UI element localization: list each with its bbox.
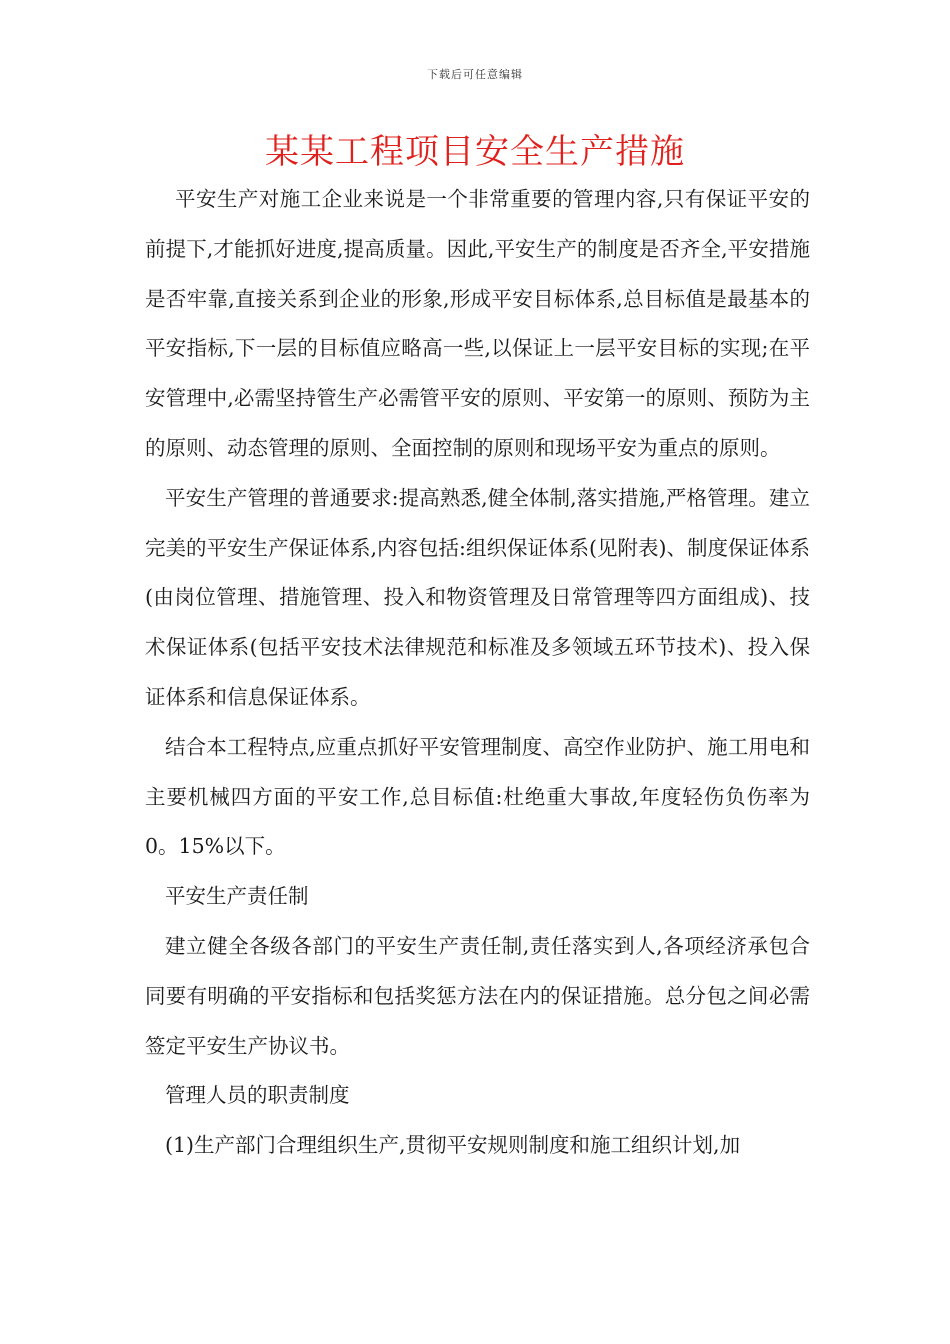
paragraph-general-requirements: 平安生产管理的普通要求:提高熟悉,健全体制,落实措施,严格管理。建立完美的平安生产保证体系,内容包括:组织保证体系(见附表)、制度保证体系(由岗位管理、措施管理、投入和物资管理及日常管理等四方面组成)、技术保证体系(包括平安技术法律规范和标准及多领域五环节技术)、投入保证体系和信息保证体系。 [145, 485, 810, 709]
document-title: 某某工程项目安全生产措施 [265, 132, 685, 172]
document-body [145, 175, 810, 1171]
paragraph-responsibility-system: 建立健全各级各部门的平安生产责任制,责任落实到人,各项经济承包合同要有明确的平安指标和包括奖惩方法在内的保证措施。总分包之间必需签定平安生产协议书。 [145, 933, 810, 1058]
header-note: 下载后可任意编辑 [427, 68, 523, 81]
paragraph-project-focus: 结合本工程特点,应重点抓好平安管理制度、高空作业防护、施工用电和主要机械四方面的平安工作,总目标值:杜绝重大事故,年度轻伤负伤率为0。15%以下。 [145, 734, 810, 859]
section-heading-responsibility: 平安生产责任制 [165, 884, 309, 909]
paragraph-safety-intro: 平安生产对施工企业来说是一个非常重要的管理内容,只有保证平安的前提下,才能抓好进度,提高质量。因此,平安生产的制度是否齐全,平安措施是否牢靠,直接关系到企业的形象,形成平安目标体系,总目标值是最基本的平安指标,下一层的目标值应略高一些,以保证上一层平安目标的实现;在平安管理中,必需坚持管生产必需管平安的原则、平安第一的原则、预防为主的原则、动态管理的原则、全面控制的原则和现场平安为重点的原则。 [145, 187, 810, 460]
section-heading-staff-duties: 管理人员的职责制度 [165, 1083, 350, 1108]
paragraph-production-dept: (1)生产部门合理组织生产,贯彻平安规则制度和施工组织计划,加 [165, 1133, 741, 1158]
